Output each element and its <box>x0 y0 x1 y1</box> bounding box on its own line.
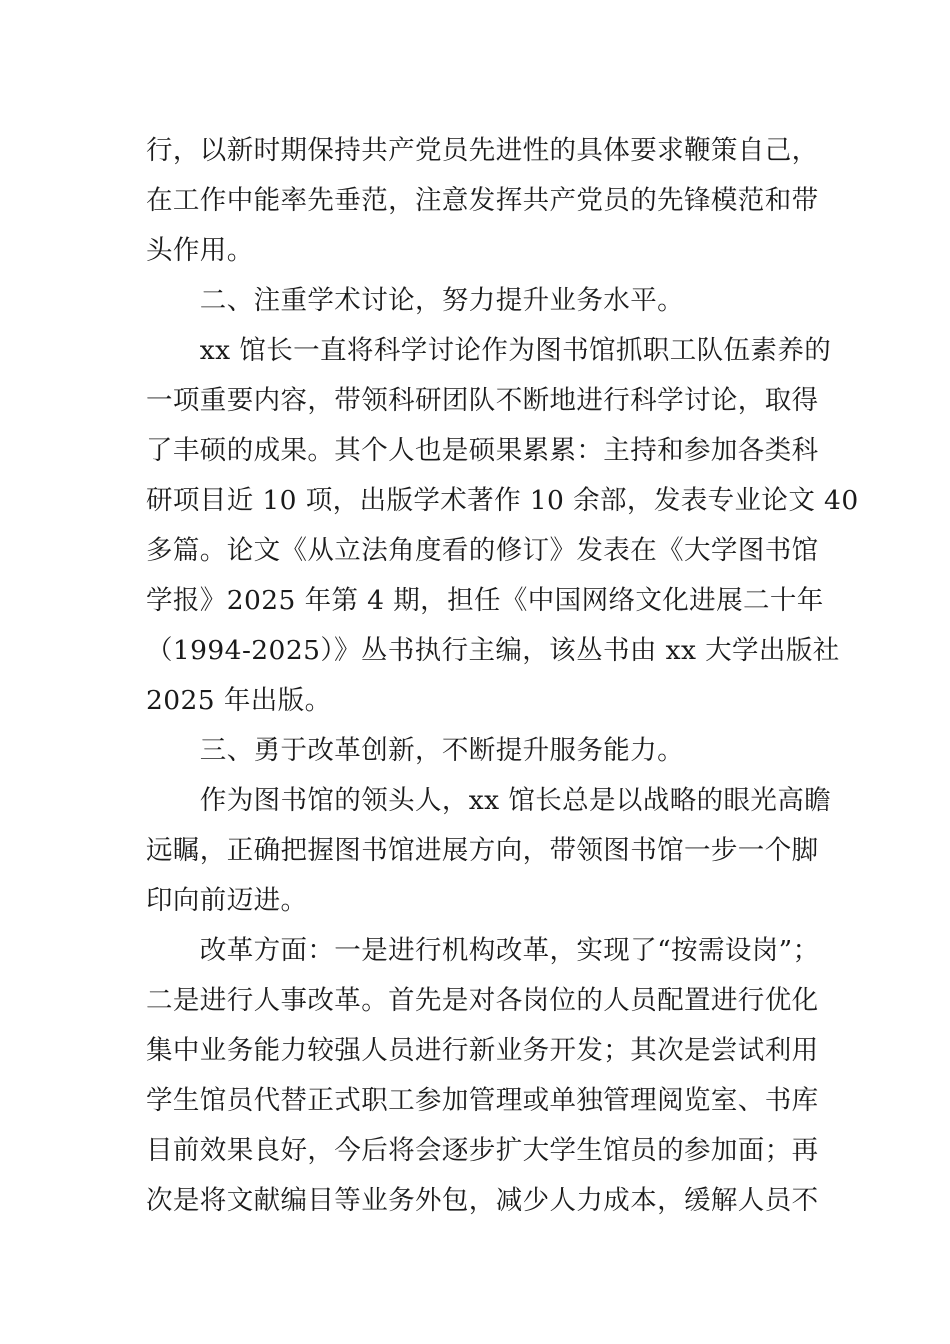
text-line: 印向前迈进。 <box>146 885 308 916</box>
text-line: 目前效果良好，今后将会逐步扩大学生馆员的参加面；再 <box>146 1135 819 1166</box>
text-line: 次是将文献编目等业务外包，减少人力成本，缓解人员不 <box>146 1185 819 1216</box>
text-line: 集中业务能力较强人员进行新业务开发；其次是尝试利用 <box>146 1035 819 1066</box>
text-line: 改革方面：一是进行机构改革，实现了“按需设岗”； <box>146 935 820 966</box>
text-line: 作为图书馆的领头人，xx 馆长总是以战略的眼光高瞻 <box>146 785 832 816</box>
text-line: 学报》2025 年第 4 期，担任《中国网络文化进展二十年 <box>146 585 824 616</box>
text-line: 一项重要内容，带领科研团队不断地进行科学讨论，取得 <box>146 385 819 416</box>
document-page <box>146 126 859 1226</box>
section-heading: 三、勇于改革创新，不断提升服务能力。 <box>146 735 684 766</box>
text-line: （1994-2025）》丛书执行主编，该丛书由 xx 大学出版社 <box>146 635 840 666</box>
text-line: 二是进行人事改革。首先是对各岗位的人员配置进行优化 <box>146 985 819 1016</box>
text-line: 行，以新时期保持共产党员先进性的具体要求鞭策自己， <box>146 135 819 166</box>
section-heading: 二、注重学术讨论，努力提升业务水平。 <box>146 285 684 316</box>
text-line: 头作用。 <box>146 235 254 266</box>
text-line: 在工作中能率先垂范，注意发挥共产党员的先锋模范和带 <box>146 185 819 216</box>
text-line: 研项目近 10 项，出版学术著作 10 余部，发表专业论文 40 <box>146 485 859 516</box>
text-line: 2025 年出版。 <box>146 685 332 716</box>
text-line: 学生馆员代替正式职工参加管理或单独管理阅览室、书库 <box>146 1085 819 1116</box>
text-line: xx 馆长一直将科学讨论作为图书馆抓职工队伍素养的 <box>146 335 832 366</box>
text-line: 了丰硕的成果。其个人也是硕果累累：主持和参加各类科 <box>146 435 819 466</box>
text-line: 远瞩，正确把握图书馆进展方向，带领图书馆一步一个脚 <box>146 835 819 866</box>
text-line: 多篇。论文《从立法角度看的修订》发表在《大学图书馆 <box>146 535 819 566</box>
